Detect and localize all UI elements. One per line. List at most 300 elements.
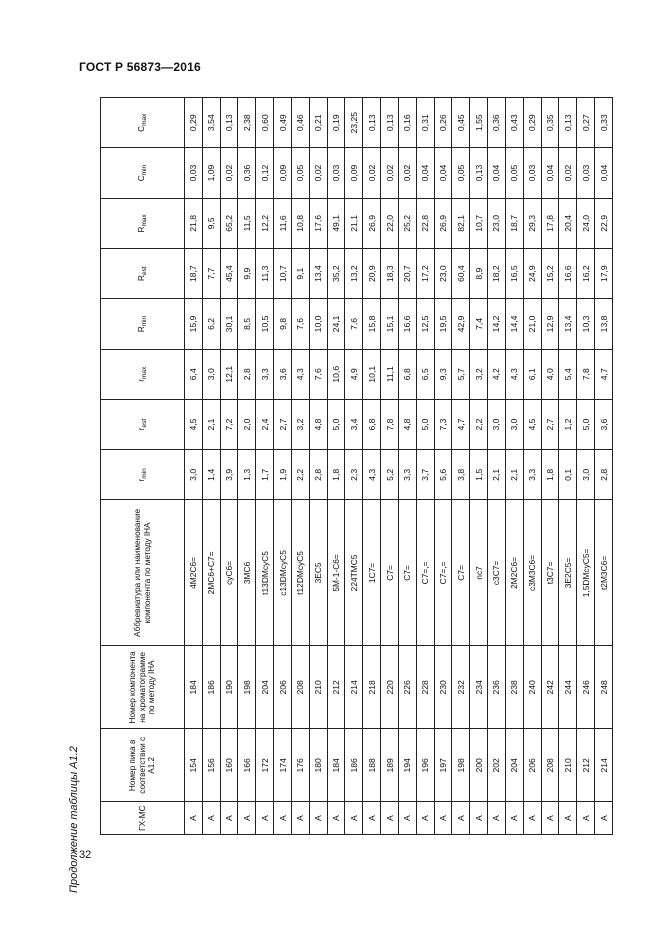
table-cell: 0,45 bbox=[452, 98, 470, 148]
table-cell: A bbox=[309, 802, 327, 835]
table-cell: 22,8 bbox=[416, 198, 434, 248]
table-cell: A bbox=[416, 802, 434, 835]
table-cell: 0,09 bbox=[274, 148, 292, 198]
table-cell: 0,21 bbox=[309, 98, 327, 148]
column-header-label: Номер пика в соответствии с А1.2 bbox=[128, 736, 157, 794]
table-cell: 82,1 bbox=[452, 198, 470, 248]
table-cell: 4,8 bbox=[398, 399, 416, 449]
table-cell: 17,8 bbox=[541, 198, 559, 248]
component-name-cell: 3EC5 bbox=[309, 500, 327, 646]
component-name-cell: nc7 bbox=[470, 500, 488, 646]
table-cell: 0,26 bbox=[434, 98, 452, 148]
table-cell: 242 bbox=[541, 646, 559, 729]
table-cell: 10,8 bbox=[291, 198, 309, 248]
table-cell: 18,3 bbox=[381, 249, 399, 299]
table-cell: 0,03 bbox=[185, 148, 203, 198]
table-cell: 226 bbox=[398, 646, 416, 729]
table-cell: 0,35 bbox=[541, 98, 559, 148]
table-cell: 166 bbox=[238, 729, 256, 802]
table-cell: 2,38 bbox=[238, 98, 256, 148]
table-cell: 234 bbox=[470, 646, 488, 729]
column-header bbox=[101, 98, 185, 148]
component-name-cell: C7= bbox=[381, 500, 399, 646]
column-header-subscript: max bbox=[140, 366, 148, 380]
table-cell: A bbox=[185, 802, 203, 835]
table-cell: 0,1 bbox=[559, 450, 577, 500]
component-name-cell: t12DMcyC5 bbox=[291, 500, 309, 646]
table-cell: 0,13 bbox=[220, 98, 238, 148]
table-cell: 154 bbox=[185, 729, 203, 802]
table-cell: 12,9 bbox=[541, 299, 559, 349]
table-row bbox=[470, 98, 488, 835]
table-cell: 9,9 bbox=[238, 249, 256, 299]
table-cell: 30,1 bbox=[220, 299, 238, 349]
table-cell: 13,8 bbox=[595, 299, 613, 349]
table-cell: 16,5 bbox=[505, 249, 523, 299]
table-cell: 65,2 bbox=[220, 198, 238, 248]
table-cell: A bbox=[470, 802, 488, 835]
table-cell: 172 bbox=[256, 729, 274, 802]
table-row bbox=[381, 98, 399, 835]
table-caption: Продолжение таблицы А1.2 bbox=[68, 746, 80, 893]
table-cell: 0,13 bbox=[363, 98, 381, 148]
component-name-cell: 5M-1-C6= bbox=[327, 500, 345, 646]
table-cell: 4,7 bbox=[595, 349, 613, 399]
table-cell: 11,1 bbox=[381, 349, 399, 399]
table-cell: 7,6 bbox=[291, 299, 309, 349]
table-cell: 7,8 bbox=[577, 349, 595, 399]
column-header bbox=[101, 500, 185, 646]
table-cell: 0,04 bbox=[488, 148, 506, 198]
table-row bbox=[345, 98, 363, 835]
table-cell: 174 bbox=[274, 729, 292, 802]
column-header bbox=[101, 198, 185, 248]
table-cell: 10,5 bbox=[256, 299, 274, 349]
table-cell: 6,8 bbox=[398, 349, 416, 399]
table-cell: 7,6 bbox=[309, 349, 327, 399]
table-cell: 3,3 bbox=[523, 450, 541, 500]
table-cell: 17,9 bbox=[595, 249, 613, 299]
column-header bbox=[101, 148, 185, 198]
table-cell: 17,6 bbox=[309, 198, 327, 248]
table-cell: 0,19 bbox=[327, 98, 345, 148]
table-cell: 0,13 bbox=[559, 98, 577, 148]
table-cell: 4,2 bbox=[488, 349, 506, 399]
table-cell: 0,02 bbox=[363, 148, 381, 198]
table-cell: 9,1 bbox=[291, 249, 309, 299]
table-cell: 3,6 bbox=[274, 349, 292, 399]
table-cell: 0,04 bbox=[595, 148, 613, 198]
table-cell: 2,8 bbox=[309, 450, 327, 500]
column-header-label: r bbox=[136, 379, 146, 382]
table-row bbox=[274, 98, 292, 835]
table-row bbox=[434, 98, 452, 835]
component-name-cell: t13DMcyC5 bbox=[256, 500, 274, 646]
table-cell: 3,54 bbox=[202, 98, 220, 148]
table-cell: A bbox=[505, 802, 523, 835]
table-row bbox=[327, 98, 345, 835]
table-cell: 218 bbox=[363, 646, 381, 729]
table-cell: 1,09 bbox=[202, 148, 220, 198]
table-cell: 212 bbox=[327, 646, 345, 729]
component-name-cell: 1C7= bbox=[363, 500, 381, 646]
table-cell: 29,3 bbox=[523, 198, 541, 248]
table-cell: 15,8 bbox=[363, 299, 381, 349]
table-cell: 2,4 bbox=[256, 399, 274, 449]
table-cell: 212 bbox=[577, 729, 595, 802]
table-cell: 18,7 bbox=[185, 249, 203, 299]
column-header-subscript: min bbox=[140, 315, 148, 327]
table-cell: 49,1 bbox=[327, 198, 345, 248]
column-header-label: r bbox=[136, 427, 146, 431]
column-header-label: C bbox=[136, 125, 146, 132]
component-name-cell: C7= bbox=[452, 500, 470, 646]
table-cell: 20,9 bbox=[363, 249, 381, 299]
table-cell: 8,9 bbox=[470, 249, 488, 299]
component-name-cell: 3MC6 bbox=[238, 500, 256, 646]
table-cell: 208 bbox=[541, 729, 559, 802]
table-cell: 0,13 bbox=[381, 98, 399, 148]
document-title: ГОСТ Р 56873—2016 bbox=[79, 60, 201, 74]
table-cell: 4,3 bbox=[363, 450, 381, 500]
component-name-cell: 2MC6+C7= bbox=[202, 500, 220, 646]
column-header bbox=[101, 349, 185, 399]
table-cell: 210 bbox=[559, 729, 577, 802]
table-cell: 220 bbox=[381, 646, 399, 729]
table-cell: 1,9 bbox=[274, 450, 292, 500]
table-cell: 0,12 bbox=[256, 148, 274, 198]
table-cell: 3,0 bbox=[488, 399, 506, 449]
table-cell: 0,03 bbox=[523, 148, 541, 198]
table-cell: A bbox=[488, 802, 506, 835]
table-cell: 22,0 bbox=[381, 198, 399, 248]
table-cell: 10,3 bbox=[577, 299, 595, 349]
table-cell: 2,0 bbox=[238, 399, 256, 449]
table-cell: 7,2 bbox=[220, 399, 238, 449]
table-cell: 24,1 bbox=[327, 299, 345, 349]
table-cell: 1,8 bbox=[327, 450, 345, 500]
table-cell: A bbox=[345, 802, 363, 835]
component-name-cell: c13DMcyC5 bbox=[274, 500, 292, 646]
table-cell: 3,4 bbox=[345, 399, 363, 449]
component-name-cell: C7=,= bbox=[434, 500, 452, 646]
component-name-cell: C7=,= bbox=[416, 500, 434, 646]
table-row bbox=[238, 98, 256, 835]
table-cell: 6,5 bbox=[416, 349, 434, 399]
table-row bbox=[559, 98, 577, 835]
table-cell: 5,0 bbox=[416, 399, 434, 449]
table-cell: 22,9 bbox=[595, 198, 613, 248]
table-cell: 3,0 bbox=[577, 450, 595, 500]
table-cell: 2,1 bbox=[202, 399, 220, 449]
table-cell: 0,09 bbox=[345, 148, 363, 198]
table-cell: 0,03 bbox=[327, 148, 345, 198]
table-cell: 2,7 bbox=[541, 399, 559, 449]
component-name-cell: 224TMC5 bbox=[345, 500, 363, 646]
table-cell: A bbox=[577, 802, 595, 835]
table-cell: 10,6 bbox=[327, 349, 345, 399]
table-cell: 7,8 bbox=[381, 399, 399, 449]
table-cell: 17,2 bbox=[416, 249, 434, 299]
table-cell: 21,8 bbox=[185, 198, 203, 248]
table-cell: 0,60 bbox=[256, 98, 274, 148]
table-cell: 10,1 bbox=[363, 349, 381, 399]
component-name-cell: c3M3C6= bbox=[523, 500, 541, 646]
table-row bbox=[220, 98, 238, 835]
table-cell: 9,3 bbox=[434, 349, 452, 399]
column-header bbox=[101, 450, 185, 500]
table-cell: 228 bbox=[416, 646, 434, 729]
table-cell: A bbox=[434, 802, 452, 835]
table-cell: 2,2 bbox=[470, 399, 488, 449]
table-cell: 240 bbox=[523, 646, 541, 729]
table-cell: 0,27 bbox=[577, 98, 595, 148]
table-cell: 23,25 bbox=[345, 98, 363, 148]
table-cell: 20,4 bbox=[559, 198, 577, 248]
table-cell: 2,8 bbox=[595, 450, 613, 500]
table-header bbox=[101, 98, 185, 835]
table-cell: 2,3 bbox=[345, 450, 363, 500]
table-cell: 9,8 bbox=[274, 299, 292, 349]
table-cell: 15,1 bbox=[381, 299, 399, 349]
table-cell: 0,04 bbox=[434, 148, 452, 198]
table-cell: 45,4 bbox=[220, 249, 238, 299]
table-cell: 13,4 bbox=[309, 249, 327, 299]
table-cell: 184 bbox=[185, 646, 203, 729]
table-cell: 25,2 bbox=[398, 198, 416, 248]
table-row bbox=[595, 98, 613, 835]
table-cell: 4,5 bbox=[185, 399, 203, 449]
table-cell: 11,3 bbox=[256, 249, 274, 299]
table-cell: 3,8 bbox=[452, 450, 470, 500]
table-cell: 15,2 bbox=[541, 249, 559, 299]
table-cell: 206 bbox=[274, 646, 292, 729]
table-cell: 19,5 bbox=[434, 299, 452, 349]
table-cell: 1,2 bbox=[559, 399, 577, 449]
table-cell: 5,2 bbox=[381, 450, 399, 500]
table-cell: 188 bbox=[363, 729, 381, 802]
table-cell: 7,4 bbox=[470, 299, 488, 349]
table-cell: A bbox=[220, 802, 238, 835]
table-cell: 3,9 bbox=[220, 450, 238, 500]
table-cell: 2,7 bbox=[274, 399, 292, 449]
column-header-label: R bbox=[136, 326, 146, 333]
table-cell: 13,2 bbox=[345, 249, 363, 299]
table-row bbox=[363, 98, 381, 835]
table-cell: A bbox=[559, 802, 577, 835]
table-cell: 1,8 bbox=[541, 450, 559, 500]
table-cell: A bbox=[238, 802, 256, 835]
table-cell: 2,1 bbox=[488, 450, 506, 500]
table-cell: 210 bbox=[309, 646, 327, 729]
table-row bbox=[541, 98, 559, 835]
table-row bbox=[202, 98, 220, 835]
table-cell: 1,55 bbox=[470, 98, 488, 148]
table-cell: 6,8 bbox=[363, 399, 381, 449]
table-cell: 26,9 bbox=[363, 198, 381, 248]
table-cell: 230 bbox=[434, 646, 452, 729]
table-cell: 10,7 bbox=[274, 249, 292, 299]
table-row bbox=[452, 98, 470, 835]
table-cell: 18,2 bbox=[488, 249, 506, 299]
table-cell: 42,9 bbox=[452, 299, 470, 349]
table-cell: 2,8 bbox=[238, 349, 256, 399]
column-header-subscript: min bbox=[140, 468, 148, 479]
component-name-cell: 4M2C6= bbox=[185, 500, 203, 646]
table-cell: A bbox=[381, 802, 399, 835]
table-cell: 248 bbox=[595, 646, 613, 729]
table-cell: 2,2 bbox=[291, 450, 309, 500]
table-cell: 12,2 bbox=[256, 198, 274, 248]
table-cell: 4,8 bbox=[309, 399, 327, 449]
column-header-subscript: max bbox=[140, 214, 148, 227]
table-cell: 244 bbox=[559, 646, 577, 729]
table-cell: 4,0 bbox=[541, 349, 559, 399]
table-cell: 194 bbox=[398, 729, 416, 802]
table-cell: 5,6 bbox=[434, 450, 452, 500]
table-cell: A bbox=[595, 802, 613, 835]
table-row bbox=[416, 98, 434, 835]
table-cell: 5,0 bbox=[327, 399, 345, 449]
table-cell: 14,4 bbox=[505, 299, 523, 349]
table-body bbox=[185, 98, 613, 835]
table-cell: 204 bbox=[505, 729, 523, 802]
table-cell: 4,5 bbox=[523, 399, 541, 449]
table-cell: 24,0 bbox=[577, 198, 595, 248]
table-cell: 1,4 bbox=[202, 450, 220, 500]
table-row bbox=[577, 98, 595, 835]
table-cell: 8,5 bbox=[238, 299, 256, 349]
column-header bbox=[101, 729, 185, 802]
table-cell: 0,46 bbox=[291, 98, 309, 148]
column-header-label: Аббревиатура или наименование компонента по методу IHA bbox=[133, 508, 152, 637]
column-header-subscript: min bbox=[140, 164, 148, 176]
table-row bbox=[256, 98, 274, 835]
table-cell: 16,2 bbox=[577, 249, 595, 299]
table-cell: A bbox=[541, 802, 559, 835]
column-header-subscript: est bbox=[140, 266, 148, 276]
table-cell: 3,0 bbox=[505, 399, 523, 449]
table-cell: 7,7 bbox=[202, 249, 220, 299]
table-cell: 0,13 bbox=[470, 148, 488, 198]
component-name-cell: t3C7= bbox=[541, 500, 559, 646]
table-cell: A bbox=[363, 802, 381, 835]
table-cell: 202 bbox=[488, 729, 506, 802]
table-cell: 6,1 bbox=[523, 349, 541, 399]
table-cell: 7,6 bbox=[345, 299, 363, 349]
table-cell: A bbox=[327, 802, 345, 835]
column-header-label: C bbox=[136, 175, 146, 182]
table-cell: 0,02 bbox=[398, 148, 416, 198]
table-cell: 0,49 bbox=[274, 98, 292, 148]
table-cell: 190 bbox=[220, 646, 238, 729]
table-cell: 0,04 bbox=[541, 148, 559, 198]
table-cell: 160 bbox=[220, 729, 238, 802]
table-cell: 236 bbox=[488, 646, 506, 729]
table-cell: A bbox=[523, 802, 541, 835]
component-name-cell: c3C7= bbox=[488, 500, 506, 646]
table-cell: 21,1 bbox=[345, 198, 363, 248]
component-name-cell: C7= bbox=[398, 500, 416, 646]
table-cell: 0,05 bbox=[291, 148, 309, 198]
table-row bbox=[398, 98, 416, 835]
table-cell: 186 bbox=[345, 729, 363, 802]
table-cell: 184 bbox=[327, 729, 345, 802]
component-name-cell: t2M3C6= bbox=[595, 500, 613, 646]
table-cell: 0,02 bbox=[220, 148, 238, 198]
table-cell: 9,5 bbox=[202, 198, 220, 248]
table-row bbox=[291, 98, 309, 835]
table-cell: 0,02 bbox=[309, 148, 327, 198]
table-cell: 0,36 bbox=[238, 148, 256, 198]
table-cell: 14,2 bbox=[488, 299, 506, 349]
column-header bbox=[101, 249, 185, 299]
component-name-cell: 2M2C6= bbox=[505, 500, 523, 646]
table-cell: 3,6 bbox=[595, 399, 613, 449]
table-cell: 0,29 bbox=[185, 98, 203, 148]
table-cell: 198 bbox=[452, 729, 470, 802]
table-cell: 16,6 bbox=[398, 299, 416, 349]
column-header bbox=[101, 646, 185, 729]
table-cell: 3,2 bbox=[291, 399, 309, 449]
component-name-cell: 1,5DMcyC5= bbox=[577, 500, 595, 646]
table-cell: 0,05 bbox=[505, 148, 523, 198]
table-cell: 5,4 bbox=[559, 349, 577, 399]
column-header bbox=[101, 802, 185, 835]
table-cell: 2,1 bbox=[505, 450, 523, 500]
table-cell: 4,9 bbox=[345, 349, 363, 399]
table-row bbox=[488, 98, 506, 835]
table-cell: 4,3 bbox=[291, 349, 309, 399]
table-cell: 0,03 bbox=[577, 148, 595, 198]
table-cell: 0,02 bbox=[381, 148, 399, 198]
table-cell: 1,5 bbox=[470, 450, 488, 500]
table-cell: A bbox=[291, 802, 309, 835]
table-cell: 6,4 bbox=[185, 349, 203, 399]
table-cell: 12,1 bbox=[220, 349, 238, 399]
table-row bbox=[505, 98, 523, 835]
table-cell: 10,7 bbox=[470, 198, 488, 248]
table-cell: 10,0 bbox=[309, 299, 327, 349]
table-cell: A bbox=[256, 802, 274, 835]
table-cell: 208 bbox=[291, 646, 309, 729]
table-cell: 11,6 bbox=[274, 198, 292, 248]
table-cell: 0,29 bbox=[523, 98, 541, 148]
table-cell: 0,05 bbox=[452, 148, 470, 198]
table-cell: 176 bbox=[291, 729, 309, 802]
table-cell: 3,0 bbox=[202, 349, 220, 399]
column-header-label: ГХ-МС bbox=[137, 805, 147, 831]
table-cell: 5,0 bbox=[577, 399, 595, 449]
table-cell: 3,0 bbox=[185, 450, 203, 500]
table-cell: A bbox=[202, 802, 220, 835]
component-name-cell: 3E2C5= bbox=[559, 500, 577, 646]
table-cell: 3,3 bbox=[256, 349, 274, 399]
table-cell: 0,31 bbox=[416, 98, 434, 148]
column-header bbox=[101, 299, 185, 349]
table-cell: 18,7 bbox=[505, 198, 523, 248]
column-header-label: R bbox=[136, 226, 146, 233]
table-cell: 0,33 bbox=[595, 98, 613, 148]
table-cell: 200 bbox=[470, 729, 488, 802]
table-cell: 3,2 bbox=[470, 349, 488, 399]
column-header-subscript: max bbox=[140, 113, 148, 126]
table-cell: 23,0 bbox=[434, 249, 452, 299]
table-cell: A bbox=[452, 802, 470, 835]
table-cell: A bbox=[274, 802, 292, 835]
table-cell: 196 bbox=[416, 729, 434, 802]
table-cell: 12,5 bbox=[416, 299, 434, 349]
